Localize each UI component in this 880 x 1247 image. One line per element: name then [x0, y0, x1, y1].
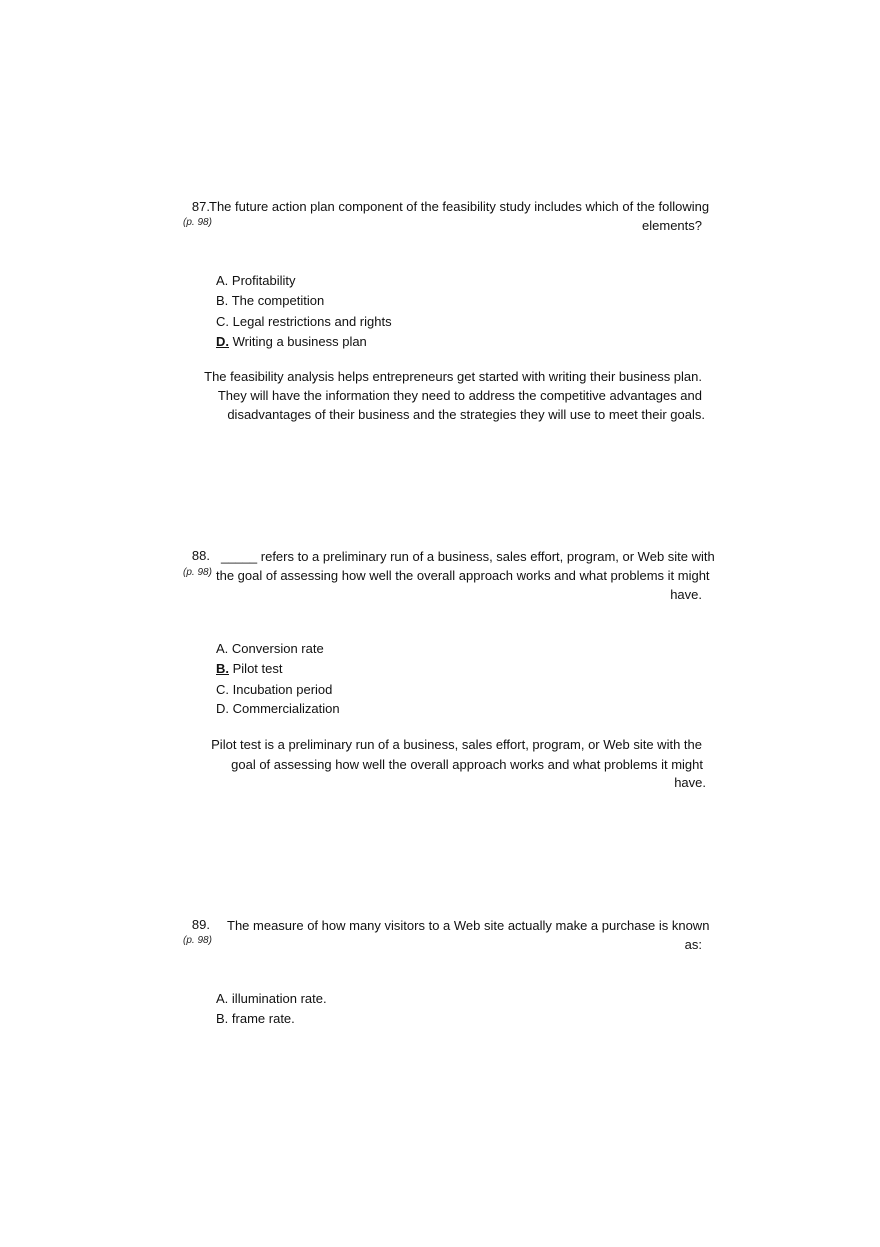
- explanation-line-1: Pilot test is a preliminary run of a business, sales effort, program, or Web site with the: [211, 737, 702, 752]
- question-text-line-1: The measure of how many visitors to a Web site actually make a purchase is known: [227, 918, 710, 933]
- option-b: [216, 291, 324, 311]
- page-reference: (p. 98): [183, 935, 212, 946]
- question-number: 87.: [191, 199, 210, 214]
- option-text: Writing a business plan: [232, 334, 367, 349]
- question-text-line-1: The future action plan component of the feasibility study includes which of the following: [209, 199, 710, 214]
- option-a: [216, 989, 327, 1009]
- option-text: Conversion rate: [231, 641, 324, 656]
- explanation-line-3: disadvantages of their business and the strategies they will use to meet their goals.: [227, 407, 705, 422]
- page-reference: (p. 98): [183, 217, 212, 228]
- option-letter: C.: [216, 682, 229, 697]
- explanation-line-3: have.: [674, 775, 706, 790]
- option-text: illumination rate.: [231, 991, 327, 1006]
- option-letter: B.: [216, 1011, 229, 1026]
- option-d: [216, 332, 367, 352]
- option-letter: A.: [216, 991, 229, 1006]
- question-text-line-2: elements?: [642, 218, 702, 233]
- option-letter: B.: [216, 293, 229, 308]
- option-text: The competition: [231, 293, 325, 308]
- option-c: [216, 312, 392, 332]
- question-text-line-2: the goal of assessing how well the overall approach works and what problems it might: [216, 568, 710, 583]
- question-number: 89.: [191, 917, 210, 932]
- option-letter: A.: [216, 273, 229, 288]
- explanation-line-2: goal of assessing how well the overall approach works and what problems it might: [231, 757, 703, 772]
- option-letter: C.: [216, 314, 229, 329]
- question-number: 88.: [191, 548, 210, 563]
- option-text: Pilot test: [232, 661, 283, 676]
- question-text-line-2: as:: [684, 937, 702, 952]
- option-a: [216, 271, 296, 291]
- explanation-line-2: They will have the information they need to address the competitive advantages and: [217, 388, 702, 403]
- option-b: [216, 1009, 295, 1029]
- correct-answer-letter: B.: [216, 661, 229, 676]
- option-c: [216, 680, 332, 700]
- option-text: frame rate.: [231, 1011, 295, 1026]
- option-letter: A.: [216, 641, 229, 656]
- option-letter: D.: [216, 701, 229, 716]
- explanation-line-1: The feasibility analysis helps entrepreneurs get started with writing their business plan.: [204, 369, 702, 384]
- question-text-line-3: have.: [670, 587, 702, 602]
- option-d: [216, 699, 340, 719]
- correct-answer-letter: D.: [216, 334, 229, 349]
- option-text: Profitability: [231, 273, 296, 288]
- option-a: [216, 639, 324, 659]
- page-reference: (p. 98): [183, 567, 212, 578]
- option-b: [216, 659, 282, 679]
- option-text: Legal restrictions and rights: [232, 314, 392, 329]
- question-text-line-1: _____ refers to a preliminary run of a business, sales effort, program, or Web site with: [221, 549, 715, 564]
- option-text: Incubation period: [232, 682, 333, 697]
- option-text: Commercialization: [232, 701, 340, 716]
